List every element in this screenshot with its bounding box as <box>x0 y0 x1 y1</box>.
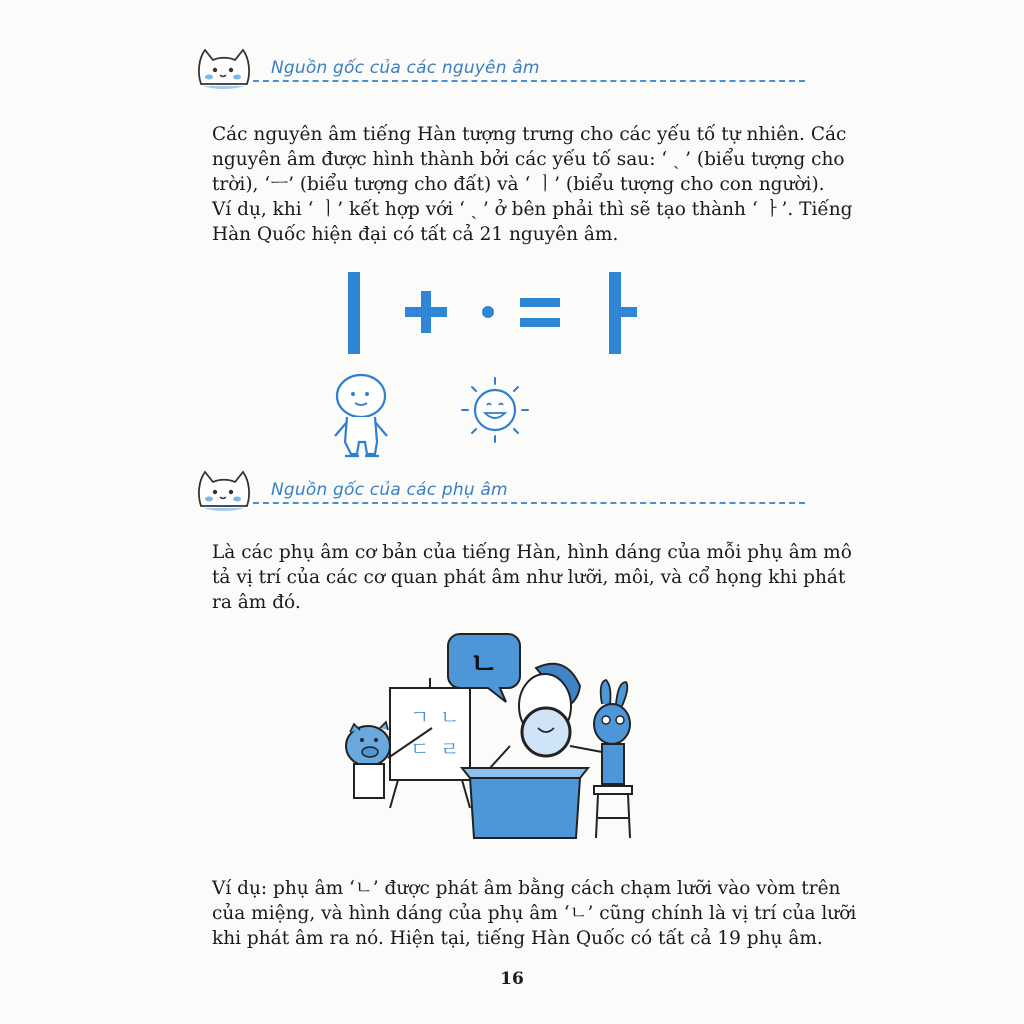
heading-text: Nguồn gốc của các nguyên âm <box>271 58 540 78</box>
dot-symbol <box>482 306 494 318</box>
heading-text: Nguồn gốc của các phụ âm <box>271 480 508 500</box>
dashed-divider <box>253 80 805 82</box>
board-glyph: ㄴ <box>440 705 460 729</box>
person-doodle-icon <box>325 372 405 462</box>
text-line: của miệng, và hình dáng của phụ âm ‘ㄴ’ cũng chính là vị trí của lưỡi <box>212 903 857 924</box>
text-line: Là các phụ âm cơ bản của tiếng Hàn, hình dáng của mỗi phụ âm mô <box>212 542 852 563</box>
text-line: Ví dụ, khi ‘ ㅣ’ kết hợp với ‘ ˎ ’ ở bên phải thì sẽ tạo thành ‘ ㅏ’. Tiếng <box>212 199 853 220</box>
rabbit-character <box>594 680 632 838</box>
classroom-illustration <box>340 628 660 848</box>
vowel-paragraph <box>212 122 853 247</box>
vertical-stroke-symbol <box>348 272 360 354</box>
text-line: tả vị trí của các cơ quan phát âm như lưỡi, môi, và cổ họng khi phát <box>212 567 846 588</box>
page-number: 16 <box>500 969 524 989</box>
text-line: khi phát âm ra nó. Hiện tại, tiếng Hàn Quốc có tất cả 19 phụ âm. <box>212 928 823 949</box>
text-line: trời), ‘ㅡ’ (biểu tượng cho đất) và ‘ ㅣ’ (biểu tượng cho con người). <box>212 174 825 195</box>
text-line: ra âm đó. <box>212 592 301 613</box>
text-line: Hàn Quốc hiện đại có tất cả 21 nguyên âm. <box>212 224 619 245</box>
consonant-paragraph <box>212 540 852 615</box>
cat-face-icon <box>195 466 257 512</box>
example-paragraph <box>212 876 857 951</box>
desk <box>470 778 580 838</box>
vowel-equation-graphic <box>340 270 650 360</box>
speech-glyph: ㄴ <box>469 647 499 682</box>
pig-character <box>346 722 390 798</box>
dashed-divider <box>253 502 805 504</box>
easel-board <box>390 688 470 780</box>
board-glyph: ㄷ <box>410 737 430 761</box>
stool <box>594 786 632 794</box>
sun-doodle-icon <box>450 372 540 452</box>
text-line: Các nguyên âm tiếng Hàn tượng trưng cho các yếu tố tự nhiên. Các <box>212 124 847 145</box>
board-glyph: ㄱ <box>410 705 430 729</box>
a-vowel-symbol <box>609 272 621 354</box>
text-line: Ví dụ: phụ âm ‘ㄴ’ được phát âm bằng cách chạm lưỡi vào vòm trên <box>212 878 841 899</box>
text-line: nguyên âm được hình thành bởi các yếu tố sau: ‘ ˎ ’ (biểu tượng cho <box>212 149 845 170</box>
section-heading-consonants <box>195 466 805 516</box>
equals-symbol <box>520 298 560 307</box>
board-glyph: ㄹ <box>440 737 460 761</box>
cat-face-icon <box>195 44 257 90</box>
section-heading-vowels <box>195 44 805 94</box>
